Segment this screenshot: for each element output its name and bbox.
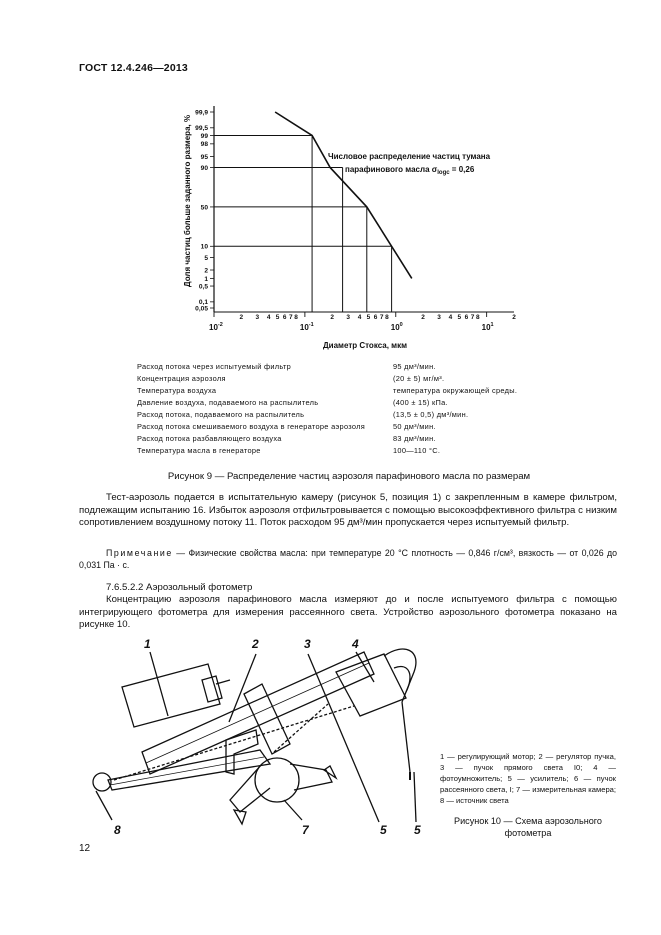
x-decade-label: $10^0$: [390, 322, 403, 332]
y-tick-label: 0,5: [198, 283, 208, 291]
x-minor-label: 5: [275, 314, 280, 321]
regulating-motor: [122, 664, 220, 727]
y-tick-label: 99: [200, 132, 208, 140]
callout-4: 4: [352, 637, 359, 651]
x-minor-label: 7: [470, 314, 475, 321]
callout-2: 2: [252, 637, 259, 651]
figure10-legend: 1 — регулирующий мотор; 2 — регулятор пучка, 3 — пучок прямого света I0; 4 — фотоумножитель; 5 — усилитель; 6 — пучок рассеянного света, I; 7 — измерительная камера; 8 — источник света: [440, 752, 616, 805]
x-minor-label: 2: [330, 314, 335, 321]
param-value: 83 дм³/мин.: [393, 434, 436, 444]
param-label: Температура масла в генераторе: [137, 446, 261, 456]
note-label: Примечание: [106, 548, 173, 558]
param-row: [137, 384, 577, 396]
param-label: Расход потока, подаваемого на распылитель: [137, 409, 305, 419]
x-decade-label: $10^1$: [481, 322, 494, 332]
y-tick-label: 99,5: [195, 125, 208, 133]
param-value: 100—110 °С.: [393, 446, 441, 456]
y-tick-label: 0,1: [198, 299, 208, 307]
paragraph-test-aerosol: Тест-аэрозоль подается в испытательную камеру (рисунок 5, позиция 1) с закрепленным в камере фильтром, подлежащим испытанию 16. Избыток аэрозоля отфильтровывается с помощью высокоэффективного фильтра с низким сопротивлением воздушному потоку 11. Поток расходом 95 дм³/мин пропускается через испытуемый фильтр.: [79, 492, 617, 529]
param-value: (13,5 ± 0,5) дм³/мин.: [393, 409, 469, 419]
param-row: [137, 396, 577, 408]
x-minor-label: 7: [379, 314, 384, 321]
callout-7: 7: [302, 823, 309, 837]
x-minor-label: 6: [373, 314, 378, 321]
note-text: — Физические свойства масла: при температуре 20 °С плотность — 0,846 г/см³, вязкость — от 0,026 до 0,031 Па · с.: [79, 548, 617, 570]
param-row: [137, 420, 577, 432]
size-distribution-chart: [170, 94, 530, 356]
x-minor-label: 2: [421, 314, 425, 321]
x-axis-label: Диаметр Стокса, мкм: [322, 341, 408, 350]
callout-8: 8: [114, 823, 121, 837]
param-label: Расход потока разбавляющего воздуха: [137, 434, 282, 444]
callout-5b: 5: [414, 823, 421, 837]
test-parameters-table: [137, 360, 577, 457]
x-minor-label: 5: [457, 314, 462, 321]
paragraph-photometer: Концентрацию аэрозоля парафинового масла измеряют до и после испытуемого фильтра с помощью интегрирующего фотометра для измерения рассеянного света. Устройство аэрозольного фотометра показано на рисунке 10.: [79, 594, 617, 631]
x-decade-label: $10^{-1}$: [299, 322, 314, 332]
x-minor-label: 7: [288, 314, 293, 321]
document-header: ГОСТ 12.4.246—2013: [79, 62, 188, 74]
y-tick-label: 10: [200, 243, 208, 251]
y-tick-label: 2: [204, 267, 208, 275]
y-tick-label: 1: [204, 275, 208, 283]
x-minor-label: 5: [366, 314, 371, 321]
photometer-schematic: [84, 632, 440, 846]
param-label: Расход потока смешиваемого воздуха в генераторе аэрозоля: [137, 422, 366, 432]
x-minor-label: 8: [294, 314, 298, 321]
y-tick-label: 90: [200, 164, 208, 172]
note: [79, 548, 617, 571]
y-tick-label: 50: [200, 204, 208, 212]
y-tick-label: 5: [204, 254, 208, 262]
param-row: [137, 360, 577, 372]
param-value: (20 ± 5) мг/м³.: [393, 373, 445, 383]
y-tick-label: 95: [200, 153, 208, 161]
param-label: Температура воздуха: [137, 385, 217, 395]
x-minor-label: 6: [282, 314, 287, 321]
x-minor-label: 2: [512, 314, 516, 321]
x-minor-label: 3: [346, 314, 351, 321]
page-number: 12: [79, 843, 91, 854]
distribution-annotation-line1: Числовое распределение частиц тумана: [328, 152, 491, 161]
y-tick-label: 99,9: [195, 109, 208, 117]
x-decade-label: $10^{-2}$: [209, 322, 223, 332]
x-minor-label: 6: [464, 314, 469, 321]
y-tick-label: 98: [200, 141, 208, 149]
x-minor-label: 3: [255, 314, 260, 321]
figure9-caption: Рисунок 9 — Распределение частиц аэрозоля парафинового масла по размерам: [167, 471, 531, 482]
param-label: Концентрация аэрозоля: [137, 373, 226, 383]
param-label: Давление воздуха, подаваемого на распылитель: [137, 397, 319, 407]
callout-3: 3: [304, 637, 311, 651]
x-minor-label: 4: [357, 314, 362, 321]
x-minor-label: 8: [476, 314, 480, 321]
y-tick-label: 0,05: [195, 305, 208, 313]
param-label: Расход потока через испытуемый фильтр: [137, 361, 292, 371]
photomultiplier: [336, 654, 406, 716]
param-value: 50 дм³/мин.: [393, 422, 436, 432]
callout-1: 1: [144, 637, 151, 651]
x-minor-label: 4: [448, 314, 453, 321]
param-value: температура окружающей среды.: [393, 385, 518, 395]
distribution-annotation-line2: парафинового масла $\sigma_{logc} = 0,26$: [345, 165, 475, 176]
param-row: [137, 433, 577, 445]
x-minor-label: 4: [266, 314, 271, 321]
x-minor-label: 8: [385, 314, 389, 321]
param-row: [137, 408, 577, 420]
param-row: [137, 445, 577, 457]
y-axis-label: Доля частиц больше заданного размера, %: [183, 114, 192, 288]
figure10-caption: Рисунок 10 — Схема аэрозольного фотометра: [454, 816, 602, 838]
section-title: 7.6.5.2.2 Аэрозольный фотометр: [106, 582, 253, 593]
param-value: 95 дм³/мин.: [393, 361, 436, 371]
param-value: (400 ± 15) кПа.: [393, 397, 448, 407]
callout-5a: 5: [380, 823, 387, 837]
param-row: [137, 372, 577, 384]
x-minor-label: 2: [239, 314, 244, 321]
x-minor-label: 3: [437, 314, 441, 321]
